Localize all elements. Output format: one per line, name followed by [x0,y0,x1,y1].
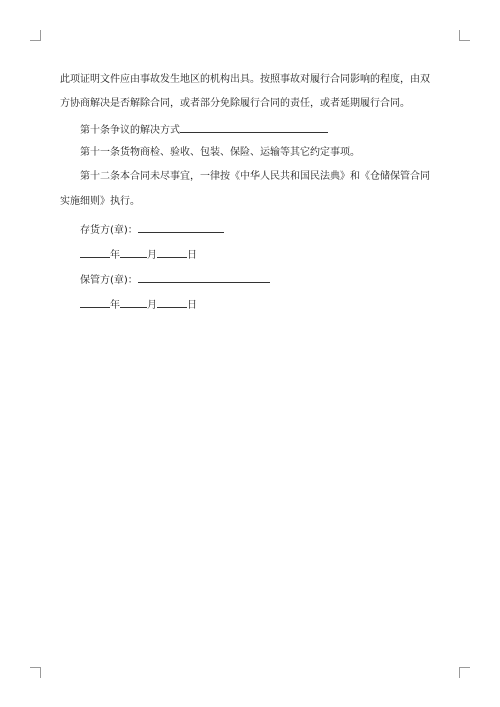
day-blank [157,246,187,258]
crop-mark-bottom-right [459,667,470,678]
clause-12-line: 实施细则》执行。 [60,196,140,207]
keeper-blank [138,271,270,283]
clause-10-blank [180,121,328,133]
paragraph-line: 方协商解决是否解除合同，或者部分免除履行合同的责任，或者延期履行合同。 [60,98,410,109]
depositor-blank [138,221,224,233]
year-label: 年 [110,250,120,261]
year-blank [80,296,110,308]
clause-10 [80,121,328,138]
clause-12-line: 第十二条本合同未尽事宜，一律按《中华人民共和国民法典》和《仓储保管合同 [80,171,430,182]
keeper-date [80,296,197,313]
day-blank [157,296,187,308]
keeper-label: 保管方(章)： [80,275,138,286]
depositor-date [80,246,197,263]
month-blank [120,246,147,258]
year-label: 年 [110,300,120,311]
month-label: 月 [147,300,157,311]
year-blank [80,246,110,258]
keeper-signature [80,271,270,288]
crop-mark-bottom-left [30,667,41,678]
crop-mark-top-left [30,30,41,41]
day-label: 日 [187,250,197,261]
crop-mark-top-right [459,30,470,41]
paragraph-line: 此项证明文件应由事故发生地区的机构出具。按照事故对履行合同影响的程度，由双 [60,74,430,85]
clause-10-label: 第十条争议的解决方式 [80,125,180,136]
clause-11: 第十一条货物商检、验收、包装、保险、运输等其它约定事项。 [80,147,360,158]
month-blank [120,296,147,308]
depositor-signature [80,221,224,238]
day-label: 日 [187,300,197,311]
month-label: 月 [147,250,157,261]
depositor-label: 存货方(章)： [80,225,138,236]
